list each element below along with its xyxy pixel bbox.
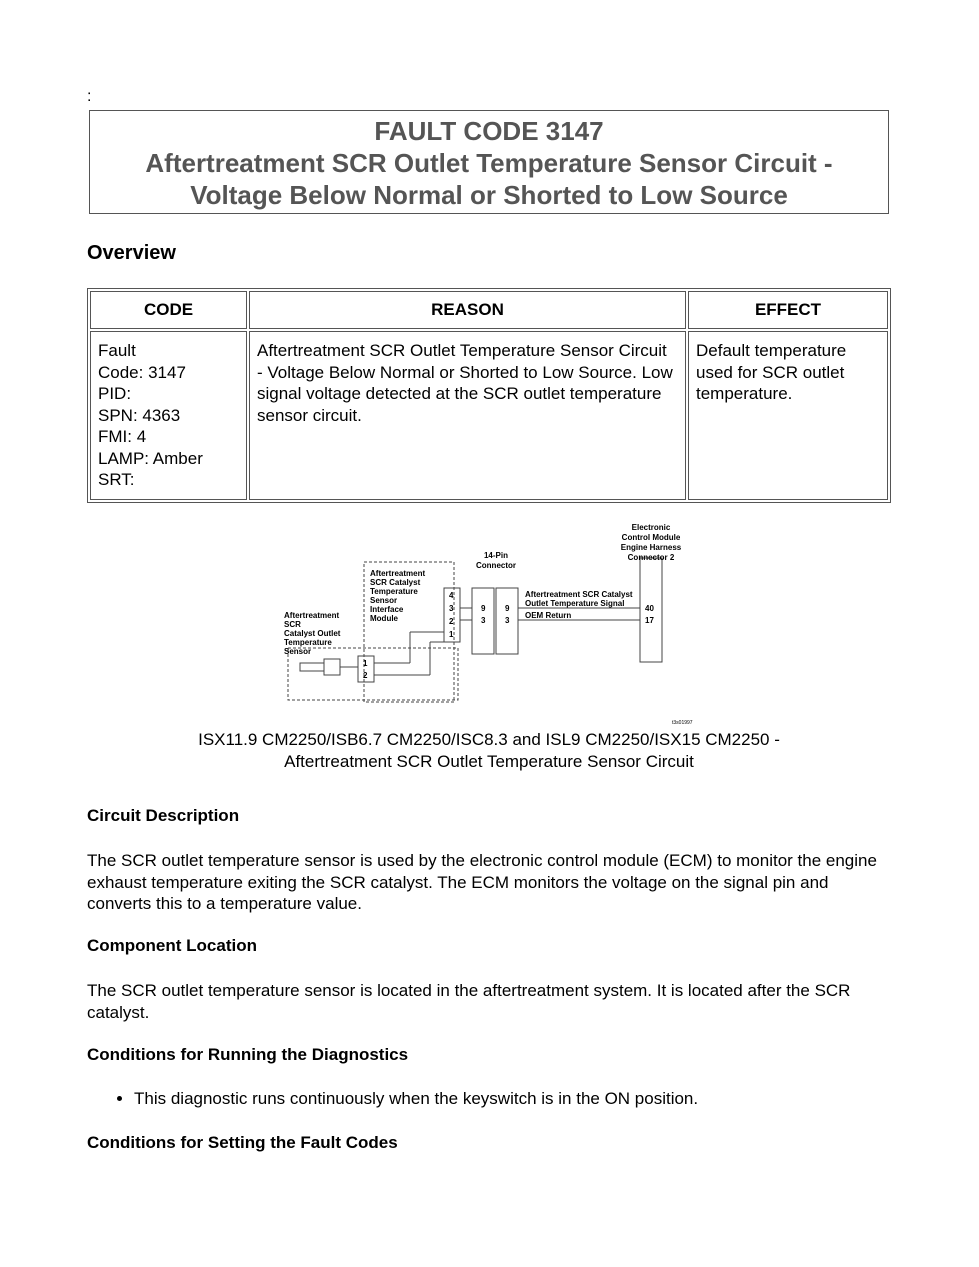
ecm-label-line: Connector 2 xyxy=(627,553,675,562)
table-row xyxy=(90,331,888,500)
sensor-label-line: Temperature xyxy=(284,638,332,647)
ecm-label-line: Control Module xyxy=(621,533,681,542)
module-label-line: Module xyxy=(370,614,398,623)
effect-cell: Default temperature used for SCR outlet temperature. xyxy=(688,331,888,500)
module-label-line: Aftertreatment xyxy=(370,569,426,578)
connector-pin: 3 xyxy=(505,616,510,625)
connector-pin: 9 xyxy=(481,604,486,613)
component-location-heading: Component Location xyxy=(87,936,257,955)
caption-line: Aftertreatment SCR Outlet Temperature Sensor Circuit xyxy=(284,752,694,771)
sensor-label-line: SCR xyxy=(284,620,301,629)
fault-description-line-2: Voltage Below Normal or Shorted to Low Source xyxy=(190,180,788,210)
module-pin: 2 xyxy=(449,617,454,626)
overview-heading: Overview xyxy=(87,242,176,264)
reason-cell: Aftertreatment SCR Outlet Temperature Sensor Circuit - Voltage Below Normal or Shorted to Low Source. Low signal voltage detected at the SCR outlet temperature sensor circuit. xyxy=(249,331,686,500)
module-label-line: SCR Catalyst xyxy=(370,578,421,587)
sensor-label-line: Aftertreatment xyxy=(284,611,340,620)
module-pin: 1 xyxy=(449,630,454,639)
sensor-pin: 2 xyxy=(363,671,368,680)
code-line: FMI: 4 xyxy=(98,427,147,446)
fault-description-line-1: Aftertreatment SCR Outlet Temperature Sensor Circuit - xyxy=(145,148,833,178)
module-pin: 4 xyxy=(449,591,454,600)
component-location-text: The SCR outlet temperature sensor is located in the aftertreatment system. It is located after the SCR catalyst. xyxy=(87,981,851,1022)
connector-label-line: 14-Pin xyxy=(483,551,509,560)
circuit-description-text: The SCR outlet temperature sensor is used by the electronic control module (ECM) to monitor the engine exhaust temperature exiting the SCR catalyst. The ECM monitors the voltage on the signal pin and converts this to a temperature value. xyxy=(87,851,877,913)
return-label: OEM Return xyxy=(525,611,572,620)
signal-label-line: Aftertreatment SCR Catalyst xyxy=(525,590,633,599)
code-line: LAMP: Amber xyxy=(98,448,203,468)
header-effect: EFFECT xyxy=(688,291,888,329)
table-header-row xyxy=(90,291,888,329)
connector-pin: 3 xyxy=(481,616,486,625)
code-line: PID: xyxy=(98,384,132,403)
caption-line: ISX11.9 CM2250/ISB6.7 CM2250/ISC8.3 and ISL9 CM2250/ISX15 CM2250 - xyxy=(198,730,780,749)
sensor-label-line: Sensor xyxy=(284,647,312,656)
ecm-pin: 17 xyxy=(645,616,654,625)
running-conditions-list xyxy=(87,1088,698,1110)
sensor-label-line: Catalyst Outlet xyxy=(284,629,341,638)
running-conditions-heading: Conditions for Running the Diagnostics xyxy=(87,1045,409,1064)
code-line: SPN: 4363 xyxy=(98,405,181,425)
fault-code-table xyxy=(87,288,891,503)
ecm-pin: 40 xyxy=(645,604,654,613)
connector-label-line: Connector xyxy=(476,561,516,570)
signal-label-line: Outlet Temperature Signal xyxy=(525,599,625,608)
header-reason: REASON xyxy=(249,291,686,329)
code-line: SRT: xyxy=(98,470,135,489)
setting-conditions-heading: Conditions for Setting the Fault Codes xyxy=(87,1133,398,1152)
ecm-label-line: Electronic xyxy=(631,523,671,532)
diagram-caption xyxy=(87,729,891,773)
code-line: Code: 3147 xyxy=(98,362,186,382)
connector-pin: 9 xyxy=(505,604,510,613)
module-label-line: Interface xyxy=(370,605,404,614)
circuit-description-heading: Circuit Description xyxy=(87,806,240,825)
code-line: Fault xyxy=(98,341,136,360)
module-label-line: Temperature xyxy=(370,587,418,596)
page-colon: : xyxy=(87,88,92,105)
header-code: CODE xyxy=(90,291,247,329)
fault-title-box xyxy=(89,110,889,214)
sensor-pin: 1 xyxy=(363,659,368,668)
fault-code-title: FAULT CODE 3147 xyxy=(374,116,604,146)
figure-id: t3s01997 xyxy=(672,720,693,726)
module-pin: 3 xyxy=(449,604,454,613)
list-item: • This diagnostic runs continuously when the keyswitch is in the ON position. xyxy=(134,1088,698,1110)
ecm-label-line: Engine Harness xyxy=(620,543,682,552)
circuit-diagram xyxy=(280,520,700,728)
code-cell xyxy=(90,331,247,500)
module-label-line: Sensor xyxy=(370,596,398,605)
